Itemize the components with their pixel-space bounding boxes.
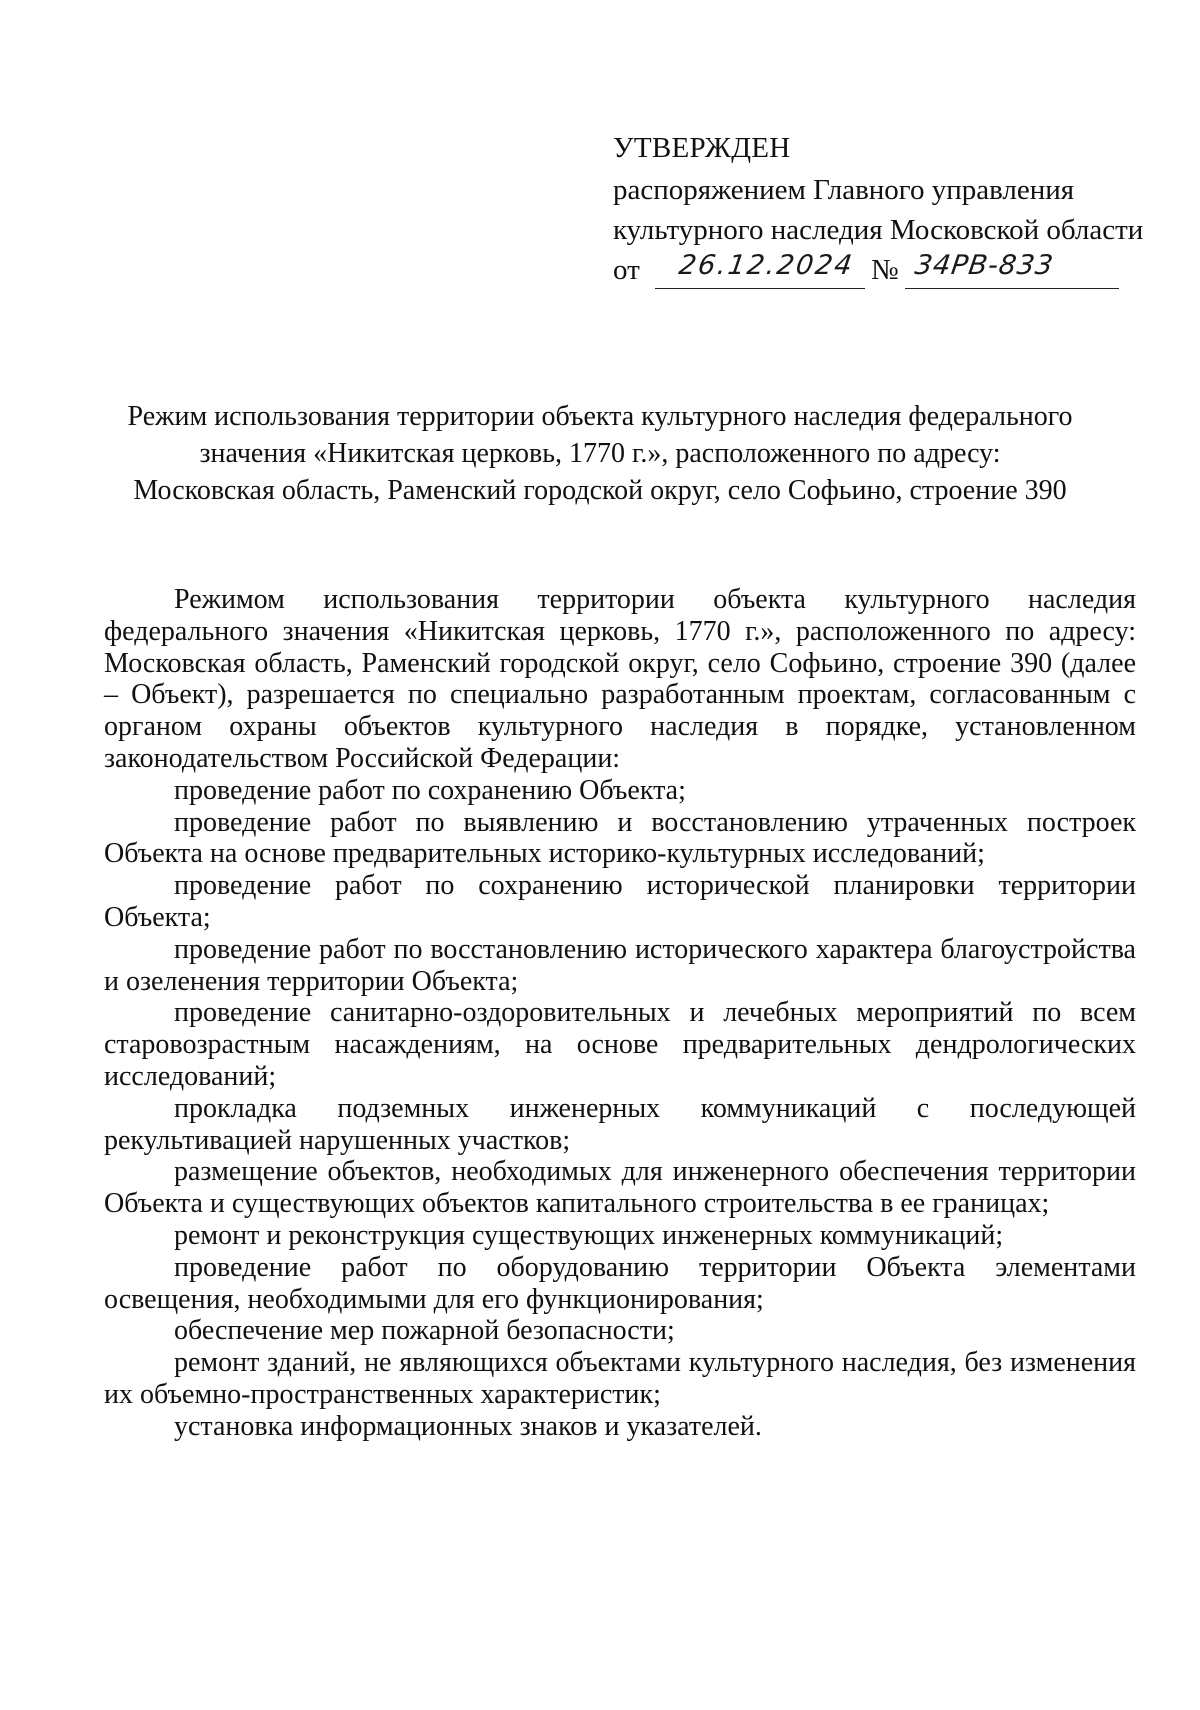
- list-item: проведение санитарно-оздоровительных и лечебных мероприятий по всем старовозрастным насаждениям, на основе предварительных дендрологических исследований;: [104, 997, 1136, 1092]
- intro-paragraph: Режимом использования территории объекта культурного наследия федерального значения «Никитская церковь, 1770 г.», расположенного по адресу: Московская область, Раменский городской округ, село Софьино, строение 390 (далее – Объект), разрешается по специально разработанным проектам, согласованным с органом охраны объектов культурного наследия в порядке, установленном законодательством Российской Федерации:: [104, 584, 1136, 774]
- document-title-line-2: значения «Никитская церковь, 1770 г.», расположенного по адресу:: [199, 438, 1001, 469]
- list-item: проведение работ по сохранению Объекта;: [174, 774, 686, 806]
- approval-line-1: распоряжением Главного управления: [613, 174, 1075, 206]
- date-prefix: от: [613, 254, 640, 286]
- list-item: размещение объектов, необходимых для инженерного обеспечения территории Объекта и существующих объектов капитального строительства в ее границах;: [104, 1156, 1136, 1220]
- approval-block: [613, 128, 1144, 294]
- document-title: [80, 398, 1120, 509]
- date-field: [655, 250, 865, 289]
- list-item: проведение работ по восстановлению исторического характера благоустройства и озеленения территории Объекта;: [104, 933, 1136, 997]
- approval-date-row: [613, 250, 1133, 294]
- list-item: ремонт и реконструкция существующих инженерных коммуникаций;: [174, 1219, 1004, 1251]
- number-field: [905, 250, 1119, 289]
- list-item: прокладка подземных инженерных коммуникаций с последующей рекультивацией нарушенных участков;: [104, 1092, 1136, 1156]
- list-item: проведение работ по выявлению и восстановлению утраченных построек Объекта на основе предварительных историко-культурных исследований;: [104, 806, 1136, 870]
- document-title-line-3: Московская область, Раменский городской округ, село Софьино, строение 390: [133, 475, 1067, 506]
- document-body: [104, 584, 1136, 1443]
- list-item: ремонт зданий, не являющихся объектами культурного наследия, без изменения их объемно-пространственных характеристик;: [104, 1347, 1136, 1410]
- approval-line-2: культурного наследия Московской области: [613, 214, 1144, 246]
- list-item: установка информационных знаков и указателей.: [174, 1410, 762, 1442]
- approval-title: УТВЕРЖДЕН: [613, 132, 791, 164]
- list-item: проведение работ по оборудованию территории Объекта элементами освещения, необходимыми для его функционирования;: [104, 1251, 1136, 1315]
- handwritten-number: 34РВ-833: [912, 250, 1056, 281]
- handwritten-date: 26.12.2024: [676, 250, 856, 281]
- document-title-line-1: Режим использования территории объекта культурного наследия федерального: [127, 401, 1073, 432]
- list-item: проведение работ по сохранению исторической планировки территории Объекта;: [104, 870, 1136, 933]
- number-prefix: №: [871, 254, 899, 286]
- list-item: обеспечение мер пожарной безопасности;: [174, 1315, 675, 1347]
